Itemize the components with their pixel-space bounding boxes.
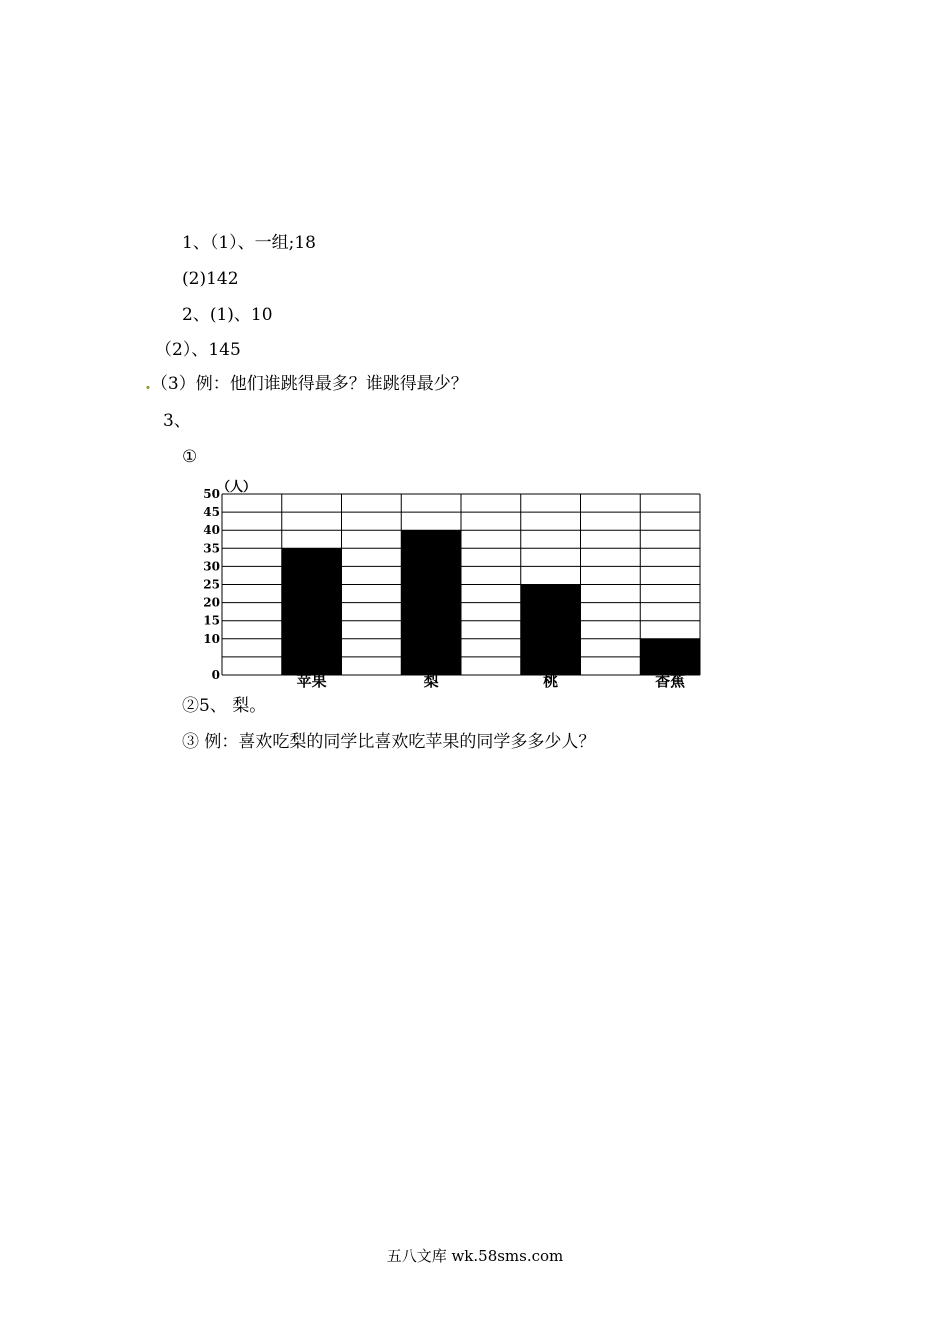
y-tick-label: 45 bbox=[203, 505, 220, 520]
answer-2-part-3-row bbox=[145, 373, 468, 395]
answer-3-part-2: ②5、 梨。 bbox=[182, 696, 267, 716]
answer-3: 3、 bbox=[163, 411, 191, 431]
category-label: 苹果 bbox=[296, 672, 327, 690]
bullet-dot: . bbox=[145, 374, 151, 394]
y-tick-label: 20 bbox=[203, 595, 220, 610]
y-tick-label: 15 bbox=[203, 613, 220, 628]
y-tick-label: 25 bbox=[203, 577, 220, 592]
category-label: 梨 bbox=[423, 672, 439, 690]
y-tick-label: 0 bbox=[211, 668, 220, 682]
category-label: 桃 bbox=[543, 672, 559, 690]
answer-2: 2、(1)、10 bbox=[182, 305, 273, 325]
answer-1: 1、（1）、一组;18 bbox=[182, 233, 316, 253]
bar-4 bbox=[640, 639, 700, 675]
bar-2 bbox=[401, 530, 461, 675]
bar-chart bbox=[190, 474, 720, 690]
answer-3-part-1: ① bbox=[182, 447, 198, 467]
bar-1 bbox=[282, 548, 342, 675]
answer-1-part-2: (2)142 bbox=[182, 269, 239, 289]
footer-source: 五八文库 wk.58sms.com bbox=[386, 1247, 564, 1265]
bar-3 bbox=[521, 585, 581, 676]
y-tick-label: 10 bbox=[203, 631, 220, 646]
y-tick-label: 50 bbox=[203, 487, 220, 501]
y-tick-label: 35 bbox=[203, 541, 220, 556]
y-tick-label: 30 bbox=[203, 559, 220, 574]
answer-3-part-3: ③ 例：喜欢吃梨的同学比喜欢吃苹果的同学多多少人？ bbox=[182, 732, 596, 752]
y-tick-label: 40 bbox=[203, 523, 220, 538]
category-label: 香蕉 bbox=[655, 672, 686, 690]
answer-2-part-3: （3）例：他们谁跳得最多？谁跳得最少？ bbox=[150, 374, 468, 394]
answer-2-part-2: （2）、145 bbox=[155, 340, 241, 360]
y-axis-unit-label: （人） bbox=[217, 480, 257, 495]
